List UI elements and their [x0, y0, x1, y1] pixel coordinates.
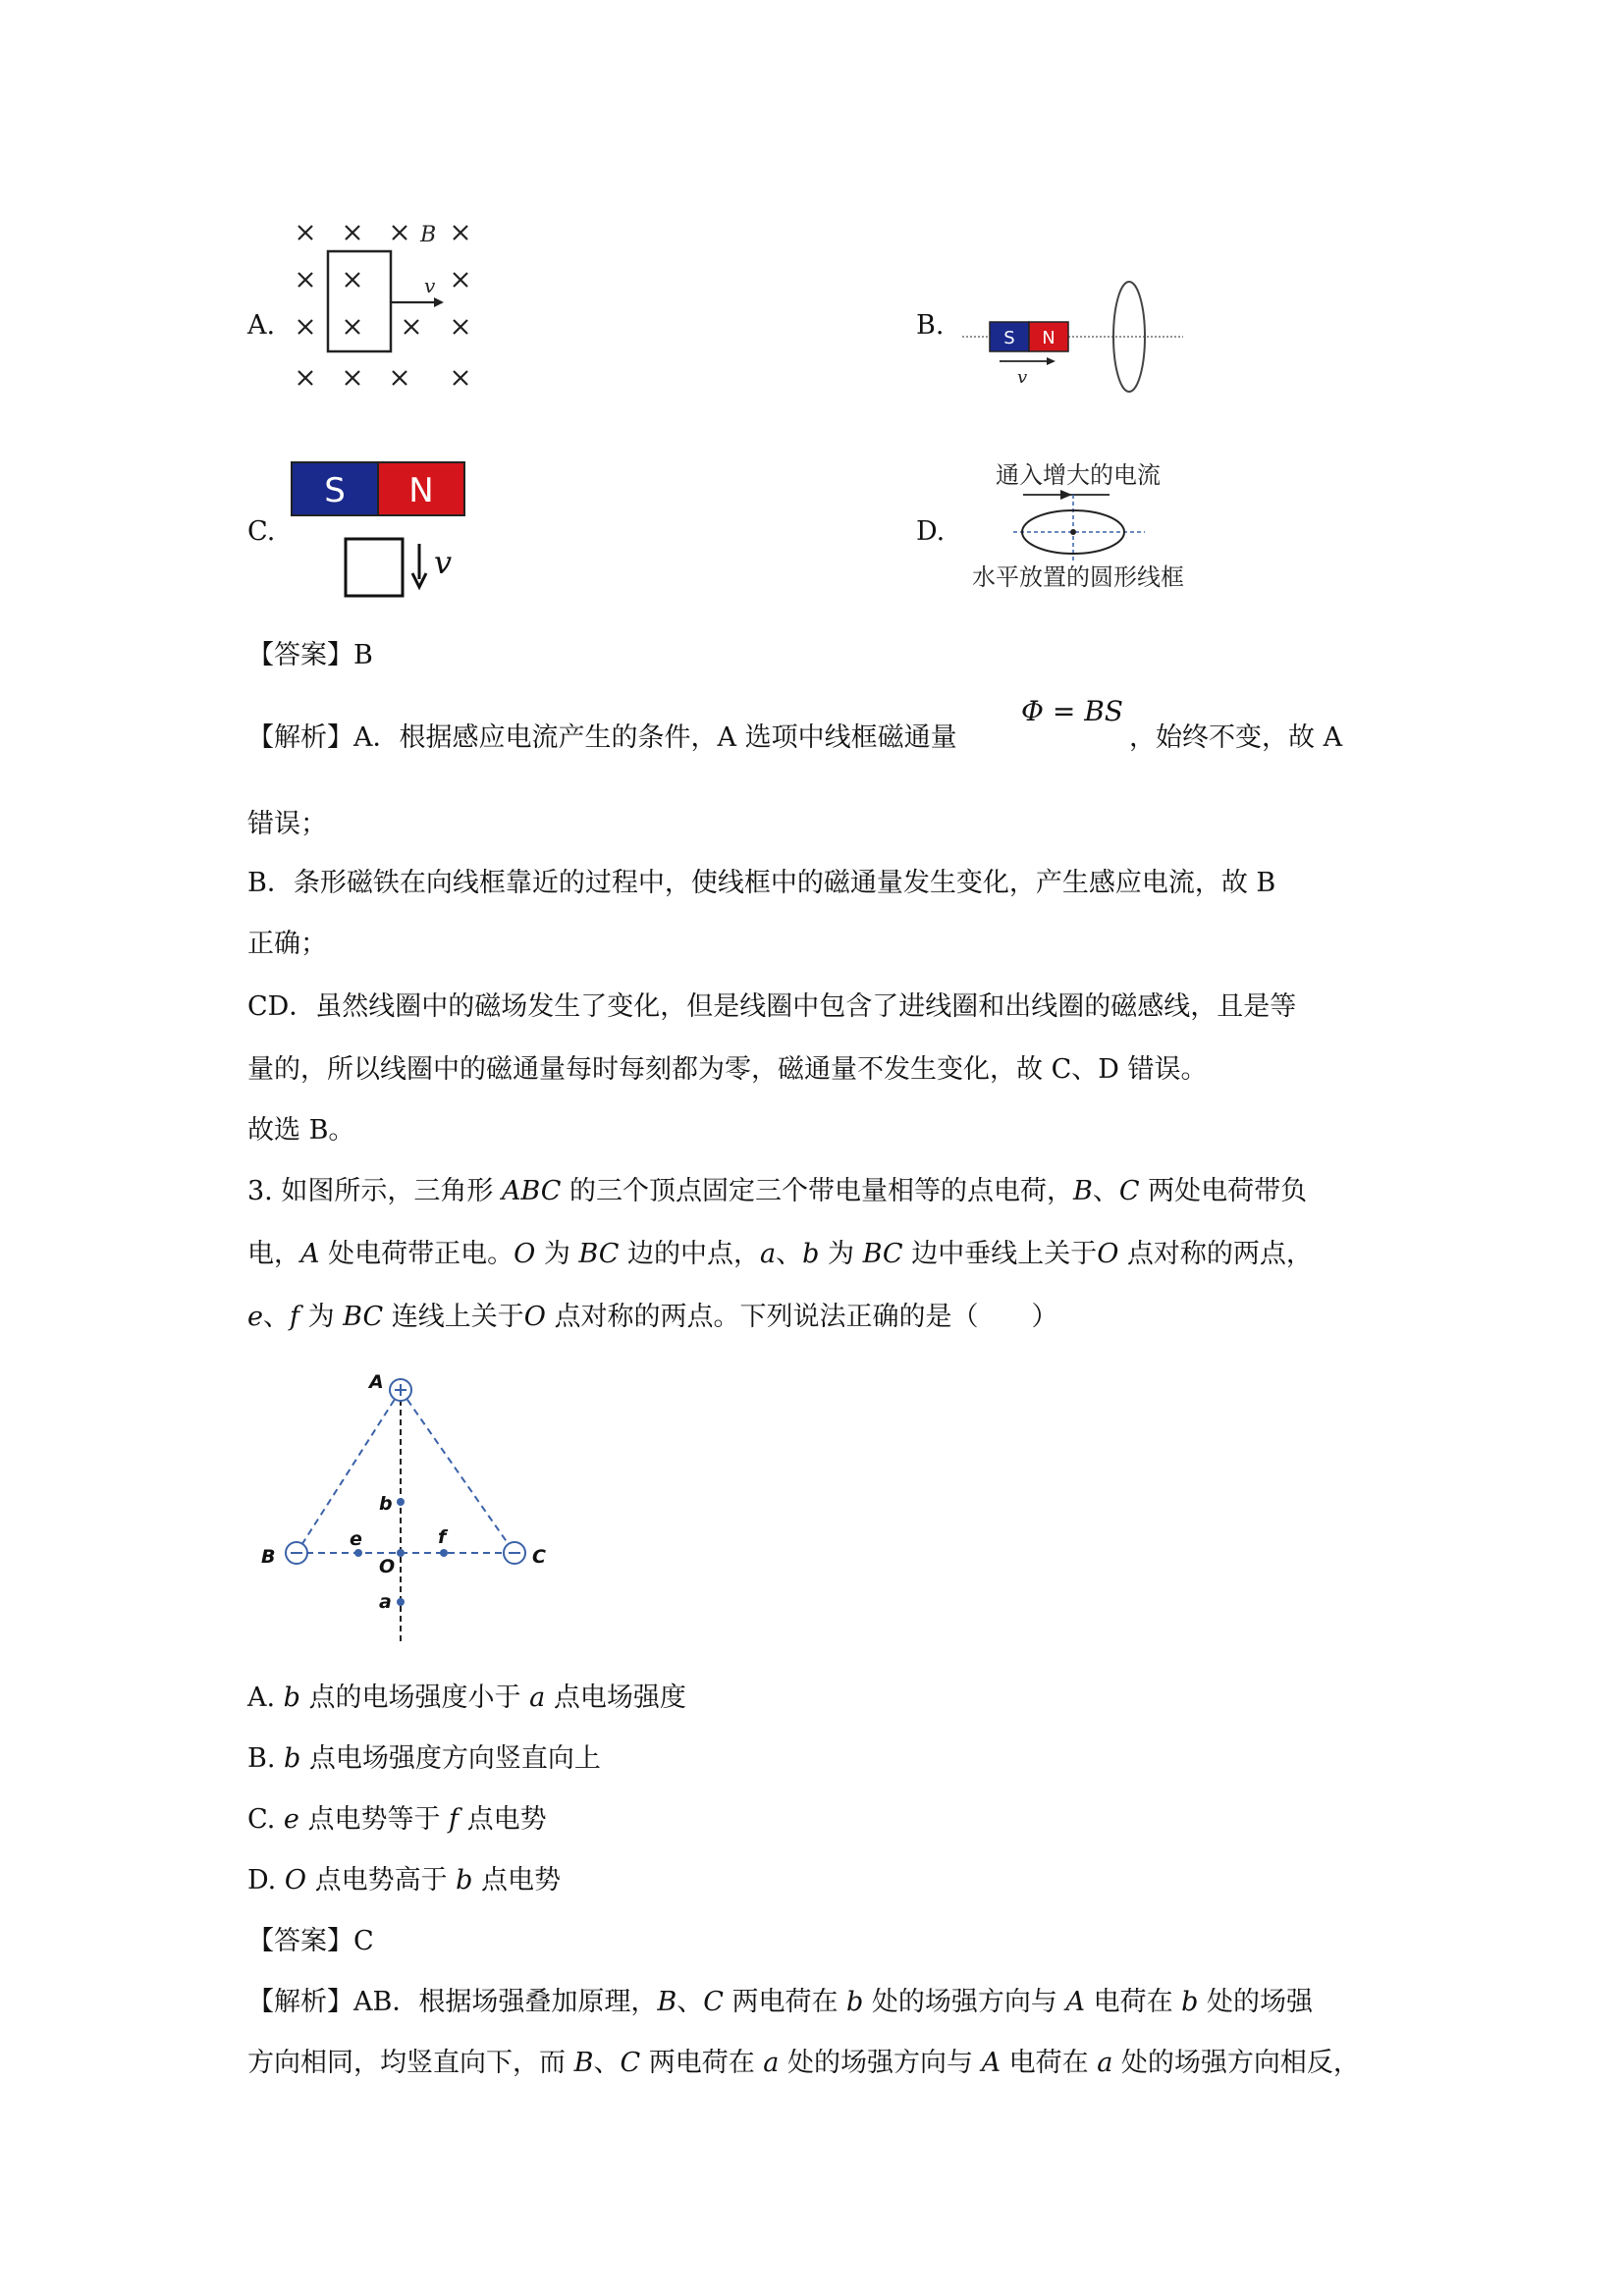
q2-analysis-line2: 错误； — [247, 809, 327, 839]
square-frame — [346, 539, 403, 596]
point-b-label: b — [379, 1493, 393, 1515]
q3-stem-line2: 电，A 处电荷带正电。O 为 BC 边的中点，a、b 为 BC 边中垂线上关于O 点对称的两点， — [247, 1239, 1313, 1269]
q3-answer: 【答案】C — [247, 1926, 374, 1956]
negative-charge-icon — [286, 1542, 307, 1564]
point-e-label: e — [350, 1528, 362, 1550]
q2-analysis-line3: B．条形磁铁在向线框靠近的过程中，使线框中的磁通量发生变化，产生感应电流，故 B — [247, 868, 1276, 898]
vertex-b-label: B — [261, 1546, 276, 1568]
point-o-label: O — [379, 1556, 396, 1577]
q3-option-c[interactable]: C. e 点电势等于 f 点电势 — [247, 1804, 547, 1835]
flux-formula: Φ = BS — [1021, 695, 1123, 727]
magnet-s-label: S — [1003, 328, 1015, 348]
q3-analysis-line1: 【解析】AB．根据场强叠加原理，B、C 两电荷在 b 处的场强方向与 A 电荷在 b 处的场强 — [247, 1987, 1314, 2017]
q2-analysis-line5: CD．虽然线圈中的磁场发生了变化，但是线圈中包含了进线圈和出线圈的磁感线，且是等 — [247, 991, 1297, 1022]
current-label: 通入增大的电流 — [996, 461, 1161, 489]
option-b-figure — [962, 277, 1188, 395]
magnet-s-label: S — [324, 471, 346, 510]
ring-label: 水平放置的圆形线框 — [972, 563, 1184, 591]
q3-option-b[interactable]: B. b 点电场强度方向竖直向上 — [247, 1743, 601, 1774]
q3-analysis-line2: 方向相同，均竖直向下，而 B、C 两电荷在 a 处的场强方向与 A 电荷在 a 处的场强方向相反， — [247, 2048, 1360, 2078]
q2-analysis-line7: 故选 B。 — [247, 1115, 355, 1146]
option-c-label: C. — [247, 516, 276, 547]
q2-analysis-line1-end: ，始终不变，故 A — [1129, 722, 1343, 753]
point-a-label: a — [379, 1591, 392, 1613]
velocity-symbol: v — [434, 544, 453, 581]
magnet-n-label: N — [408, 471, 434, 510]
q3-option-a[interactable]: A. b 点的电场强度小于 a 点电场强度 — [247, 1682, 686, 1713]
vertex-c-label: C — [532, 1546, 546, 1568]
q2-answer: 【答案】B — [247, 640, 373, 670]
option-a-label: A. — [247, 310, 276, 341]
positive-charge-icon — [390, 1379, 411, 1401]
q3-triangle-figure — [247, 1366, 571, 1653]
point-f-label: f — [438, 1526, 447, 1548]
q3-option-d[interactable]: D. O 点电势高于 b 点电势 — [247, 1865, 562, 1896]
q2-analysis-line1: 【解析】A．根据感应电流产生的条件，A 选项中线框磁通量 — [247, 722, 957, 753]
vertex-a-label: A — [369, 1371, 384, 1393]
velocity-symbol: v — [1017, 367, 1028, 388]
option-a-figure — [287, 214, 483, 391]
option-b-label: B. — [916, 310, 945, 341]
q2-analysis-line4: 正确； — [247, 929, 327, 959]
option-d-label: D. — [916, 516, 946, 547]
velocity-symbol: v — [424, 274, 436, 297]
field-b-symbol: B — [420, 223, 437, 247]
q3-stem-line3: e、f 为 BC 连线上关于O 点对称的两点。下列说法正确的是（ ） — [247, 1302, 1058, 1332]
q2-analysis-line6: 量的，所以线圈中的磁通量每时每刻都为零，磁通量不发生变化，故 C、D 错误。 — [247, 1054, 1208, 1085]
negative-charge-icon — [504, 1542, 525, 1564]
option-c-figure — [287, 457, 483, 605]
option-d-figure — [952, 454, 1208, 601]
q3-stem-line1: 3. 如图所示，三角形 ABC 的三个顶点固定三个带电量相等的点电荷，B、C 两处电荷带负 — [247, 1176, 1308, 1206]
magnet-n-label: N — [1042, 328, 1056, 348]
